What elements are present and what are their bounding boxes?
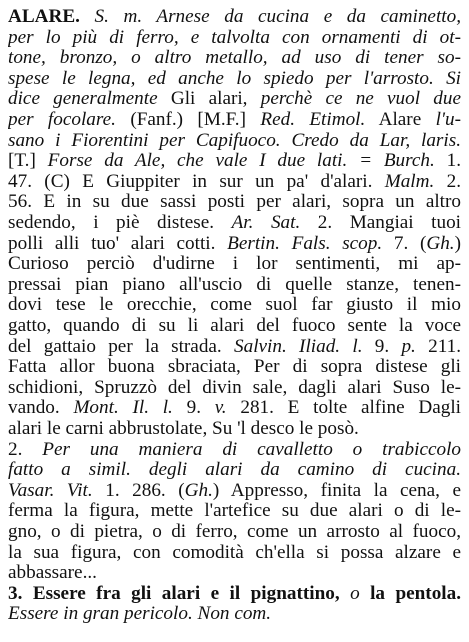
text-run: sedendo, i piè distese.: [8, 212, 232, 233]
text-run: abbassare...: [8, 562, 97, 584]
text-run: ) Appresso, finita la cena, e: [212, 479, 461, 501]
text-run: tone, bronzo, o altro metallo, ad uso di tener so-: [8, 47, 461, 69]
text-run: Red. Etimol.: [260, 109, 366, 130]
text-run: Gh.: [184, 479, 213, 501]
text-run: Gh.: [426, 232, 455, 254]
text-run: spese le legna, ed anche lo spiedo per l'arrosto. Si: [8, 67, 461, 89]
text-run: Forse da Ale, che vale I due lati. = Burch.: [47, 150, 435, 172]
text-run: v.: [214, 397, 227, 419]
text-run: alari le carni abbrustolate, Su 'l desco le posò.: [8, 418, 359, 439]
text-run: perchè ce ne vuol due: [260, 88, 461, 110]
text-run: Salvin. Iliad. l.: [234, 335, 363, 357]
text-run: 2. Mangiai tuoi: [300, 212, 461, 233]
text-run: Fatta allor buona sbraciata, Per di sopra distese gli: [8, 356, 461, 378]
text-run: fatto a simil. degli alari da camino di cucina.: [8, 459, 461, 481]
text-run: 9.: [172, 397, 215, 419]
text-run: Bertin. Fals. scop.: [227, 232, 383, 254]
text-run: Curioso perciò d'udirne i lor sentimenti, mi ap-: [8, 253, 461, 275]
text-run: 1.: [434, 150, 461, 172]
text-run: (Fanf.) [M.F.]: [115, 109, 261, 130]
text-run: vando.: [8, 397, 74, 419]
text-run: gatto, quando di su li alari del fuoco sente la voce: [8, 315, 461, 336]
text-run: del gattaio per la strada.: [8, 335, 235, 357]
text-run: Vasar. Vit.: [8, 479, 93, 501]
text-run: [T.]: [8, 150, 48, 172]
text-run: 281. E tolte alfine Dagli: [226, 397, 461, 419]
text-run: Alare: [365, 109, 436, 130]
text-run: Ar. Sat.: [231, 212, 301, 233]
text-run: ferma la figura, mette l'artefice su due alari o di le-: [8, 500, 461, 522]
text-run: dice generalmente: [8, 88, 158, 110]
text-run: 9.: [362, 335, 402, 357]
text-run: ALARE.: [8, 6, 80, 27]
text-run: 2.: [434, 170, 461, 192]
text-run: 56. E in su due sassi posti per alari, sopra un altro: [8, 191, 461, 213]
text-run: per focolare.: [8, 109, 116, 130]
text-run: p.: [401, 335, 416, 357]
text-run: gno, o di pietra, o di ferro, come un arrosto al fuoco,: [8, 521, 461, 542]
text-run: 47. (C) E Giuppiter in sur un pa' d'alari.: [8, 170, 385, 192]
text-run: Essere in gran pericolo. Non com.: [8, 603, 272, 625]
text-run: 1. 286. (: [92, 479, 185, 501]
text-run: Gli alari,: [157, 88, 261, 110]
text-run: 2.: [8, 438, 43, 460]
text-run: ): [454, 232, 461, 254]
text-run: Mont. Il. l.: [73, 397, 173, 419]
text-run: pressai pian piano all'uscio di quelle stanze, tenen-: [8, 273, 461, 295]
text-run: schidioni, Spruzzò del divin sale, dagli alari Suso le-: [8, 376, 461, 398]
text-run: S. m. Arnese da cucina e da caminetto,: [79, 6, 461, 27]
text-run: dovi tese le orecchie, come suol far giusto il mio: [8, 294, 461, 316]
text-run: la pentola.: [370, 582, 461, 604]
text-run: polli alli tuo' alari cotti.: [8, 232, 228, 254]
text-run: per lo più di ferro, e talvolta con ornamenti di ot-: [8, 26, 461, 48]
text-run: 3. Essere fra gli alari e il pignattino,: [8, 582, 340, 604]
text-run: la sua figura, con comodità ch'ella si possa alzare e: [8, 541, 461, 563]
text-run: 211.: [415, 335, 461, 357]
text-run: Per una maniera di cavalletto o trabiccolo: [42, 438, 461, 460]
text-run: o: [339, 582, 371, 604]
text-run: 7. (: [382, 232, 427, 254]
text-run: Malm.: [384, 170, 435, 192]
text-run: sano i Fiorentini per Capifuoco. Credo da Lar, laris.: [8, 129, 461, 151]
text-run: l'u-: [435, 109, 461, 130]
text-line: [8, 601, 461, 627]
